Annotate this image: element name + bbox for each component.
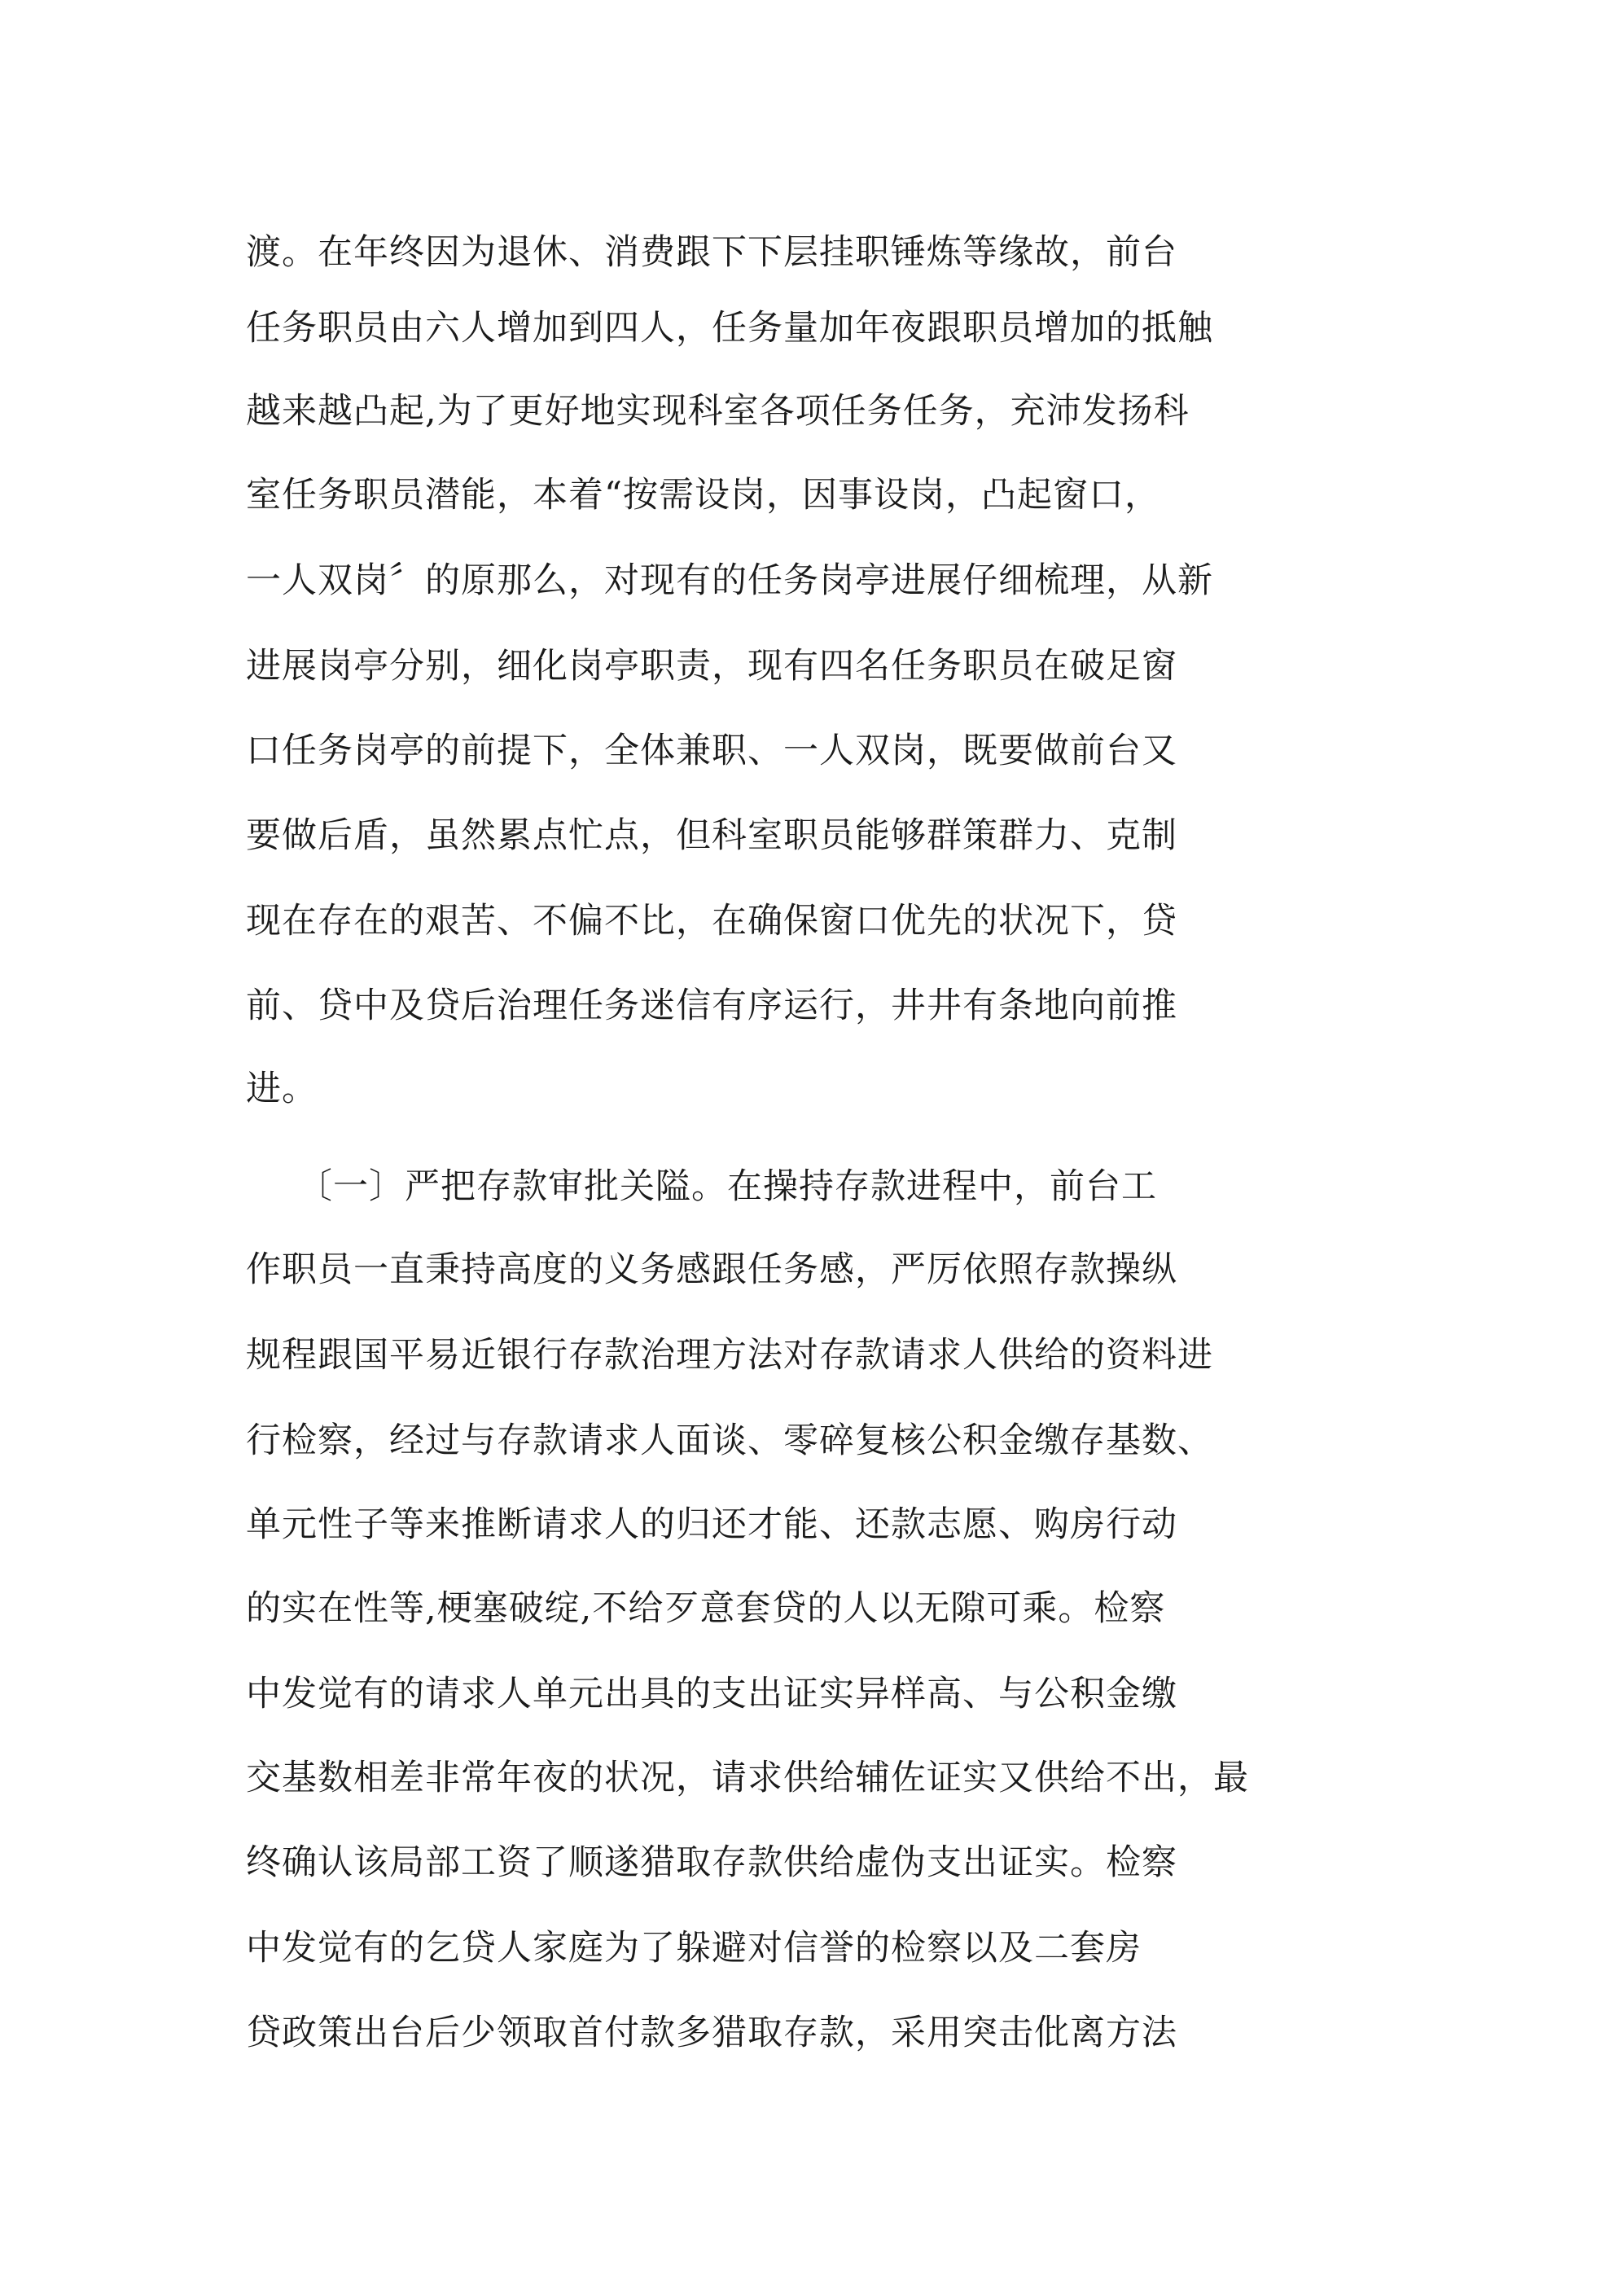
text-line: 终确认该局部工资了顺遂猎取存款供给虚伪支出证实。检察 [246, 1842, 1177, 1883]
text-line: 单元性子等来推断请求人的归还才能、还款志愿、购房行动 [246, 1504, 1177, 1545]
text-line: 交基数相差非常年夜的状况，请求供给辅佐证实又供给不出，最 [246, 1758, 1249, 1798]
text-line: 中发觉有的请求人单元出具的支出证实异样高、与公积金缴 [246, 1674, 1177, 1714]
text-line: 前、贷中及贷后治理任务迷信有序运行，井井有条地向前推 [246, 986, 1177, 1026]
text-line: 贷政策出台后少领取首付款多猎取存款，采用突击仳离方法 [246, 2013, 1177, 2053]
text-line: 任务职员由六人增加到四人，任务量加年夜跟职员增加的抵触 [246, 308, 1213, 349]
text-line: 渡。在年终因为退休、消费跟下下层挂职锤炼等缘故，前台 [246, 232, 1177, 273]
text-line: 口任务岗亭的前提下，全体兼职、一人双岗，既要做前台又 [246, 731, 1177, 771]
text-line: 进。 [246, 1069, 318, 1109]
text-line: 规程跟国平易近银行存款治理方法对存款请求人供给的资料进 [246, 1335, 1213, 1376]
text-line: 中发觉有的乞贷人家庭为了躲避对信誉的检察以及二套房 [246, 1928, 1142, 1969]
text-line: 越来越凸起,为了更好地实现科室各项任务任务，充沛发扬科 [246, 391, 1190, 432]
text-line: 要做后盾，虽然累点忙点，但科室职员能够群策群力、克制 [246, 815, 1177, 856]
text-line: 行检察，经过与存款请求人面谈、零碎复核公积金缴存基数、 [246, 1420, 1213, 1461]
text-line: 现在存在的艰苦、不偏不比，在确保窗口优先的状况下，贷 [246, 901, 1177, 942]
section-heading-line: 〔一〕严把存款审批关隘。在操持存款进程中，前台工 [297, 1166, 1157, 1207]
text-line: 进展岗亭分别，细化岗亭职责，现有四名任务职员在破足窗 [246, 646, 1177, 687]
text-line: 作职员一直秉持高度的义务感跟任务感，严厉依照存款操纵 [246, 1249, 1177, 1290]
text-line: 室任务职员潜能，本着“按需设岗，因事设岗，凸起窗口， [246, 475, 1160, 516]
text-line: 一人双岗〞的原那么，对现有的任务岗亭进展仔细梳理，从新 [246, 560, 1213, 601]
text-line: 的实在性等,梗塞破绽,不给歹意套贷的人以无隙可乘。检察 [246, 1588, 1166, 1629]
